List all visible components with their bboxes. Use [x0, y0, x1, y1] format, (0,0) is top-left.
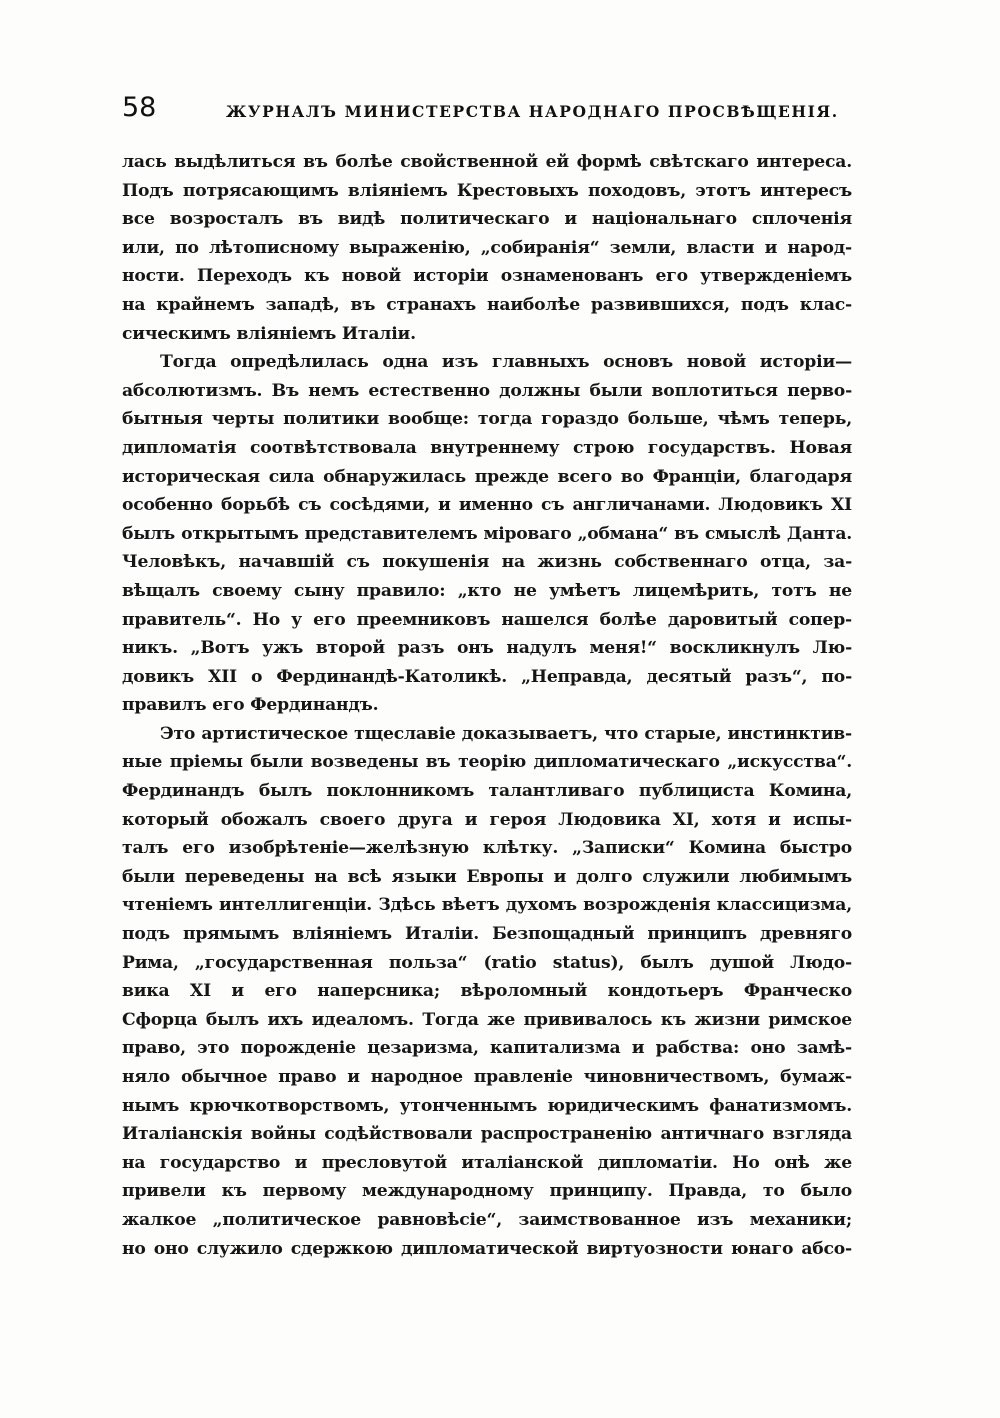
- text-line: Подъ потрясающимъ вліяніемъ Крестовыхъ походовъ, этотъ интересъ: [122, 180, 852, 201]
- text-line: на крайнемъ западѣ, въ странахъ наиболѣе развившихся, подъ клас-: [122, 294, 852, 315]
- text-line: Италіанскія войны содѣйствовали распространенію античнаго взгляда: [122, 1124, 852, 1145]
- text-line: бытныя черты политики вообще: тогда гораздо больше, чѣмъ теперь,: [122, 409, 852, 430]
- text-line: дипломатія соотвѣтствовала внутреннему строю государствъ. Новая: [122, 437, 852, 458]
- text-line: или, по лѣтописному выраженію, „собиранія“ земли, власти и народ-: [122, 237, 852, 258]
- text-line: Тогда опредѣлилась одна изъ главныхъ основъ новой исторіи—: [160, 352, 852, 373]
- page-header: [122, 92, 852, 132]
- text-line: былъ открытымъ представителемъ міроваго „обмана“ въ смыслѣ Данта.: [122, 523, 852, 544]
- text-line: привели къ первому международному принципу. Правда, то было: [122, 1181, 852, 1202]
- text-line: но оно служило сдержкою дипломатической виртуозности юнаго абсо-: [122, 1238, 852, 1259]
- text-line: Рима, „государственная польза“ (ratio status), былъ душой Людо-: [122, 952, 852, 973]
- text-line: довикъ XII о Фердинандѣ-Католикѣ. „Неправда, десятый разъ“, по-: [122, 666, 852, 687]
- body-text: [122, 148, 852, 1263]
- text-line: были переведены на всѣ языки Европы и долго служили любимымъ: [122, 866, 852, 887]
- text-line: Человѣкъ, начавшій съ покушенія на жизнь собственнаго отца, за-: [122, 552, 852, 573]
- text-line: Сфорца былъ ихъ идеаломъ. Тогда же прививалось къ жизни римское: [122, 1009, 852, 1030]
- text-line: Это артистическое тщеславіе доказываетъ, что старые, инстинктив-: [160, 723, 852, 744]
- text-line: нымъ крючкотворствомъ, утонченнымъ юридическимъ фанатизмомъ.: [122, 1095, 852, 1116]
- text-line: на государство и пресловутой италіанской дипломатіи. Но онѣ же: [122, 1152, 852, 1173]
- text-line: вѣщалъ своему сыну правило: „кто не умѣетъ лицемѣрить, тотъ не: [122, 580, 852, 601]
- text-line: ности. Переходъ къ новой исторіи ознаменованъ его утвержденіемъ: [122, 266, 852, 287]
- text-line: Фердинандъ былъ поклонникомъ талантливаго публициста Комина,: [122, 781, 852, 802]
- text-line: никъ. „Вотъ ужъ второй разъ онъ надулъ меня!“ воскликнулъ Лю-: [122, 638, 852, 659]
- text-line: чтеніемъ интеллигенціи. Здѣсь вѣетъ духомъ возрожденія классицизма,: [122, 895, 852, 916]
- paragraph-1: [122, 148, 852, 348]
- text-line: правилъ его Фердинандъ.: [122, 695, 379, 716]
- paragraph-3: [122, 720, 852, 1263]
- text-line: сическимъ вліяніемъ Италіи.: [122, 323, 416, 344]
- text-line: правитель“. Но у его преемниковъ нашелся болѣе даровитый сопер-: [122, 609, 852, 630]
- running-title: ЖУРНАЛЪ МИНИСТЕРСТВА НАРОДНАГО ПРОСВѢЩЕНІЯ.: [226, 102, 839, 121]
- text-line: историческая сила обнаружилась прежде всего во Франціи, благодаря: [122, 466, 852, 487]
- text-line: ные пріемы были возведены въ теорію дипломатическаго „искусства“.: [122, 752, 852, 773]
- text-line: лась выдѣлиться въ болѣе свойственной ей формѣ свѣтскаго интереса.: [122, 152, 852, 172]
- paragraph-2: [122, 348, 852, 720]
- text-line: вика XI и его наперсника; вѣроломный кондотьеръ Франческо: [122, 981, 852, 1002]
- text-line: который обожалъ своего друга и героя Людовика XI, хотя и испы-: [122, 809, 852, 830]
- text-line: подъ прямымъ вліяніемъ Италіи. Безпощадный принципъ древняго: [122, 924, 852, 945]
- text-line: особенно борьбѣ съ сосѣдями, и именно съ англичанами. Людовикъ XI: [122, 495, 852, 516]
- text-line: все возросталъ въ видѣ политическаго и національнаго сплоченія: [122, 209, 852, 230]
- text-line: талъ его изобрѣтеніе—желѣзную клѣтку. „Записки“ Комина быстро: [122, 838, 852, 859]
- text-line: право, это порожденіе цезаризма, капитализма и рабства: оно замѣ-: [122, 1038, 852, 1059]
- page-number: 58: [122, 92, 157, 123]
- text-line: абсолютизмъ. Въ немъ естественно должны были воплотиться перво-: [122, 380, 852, 401]
- text-line: жалкое „политическое равновѣсіе“, заимствованное изъ механики;: [122, 1209, 852, 1230]
- text-line: няло обычное право и народное правленіе чиновничествомъ, бумаж-: [122, 1067, 852, 1087]
